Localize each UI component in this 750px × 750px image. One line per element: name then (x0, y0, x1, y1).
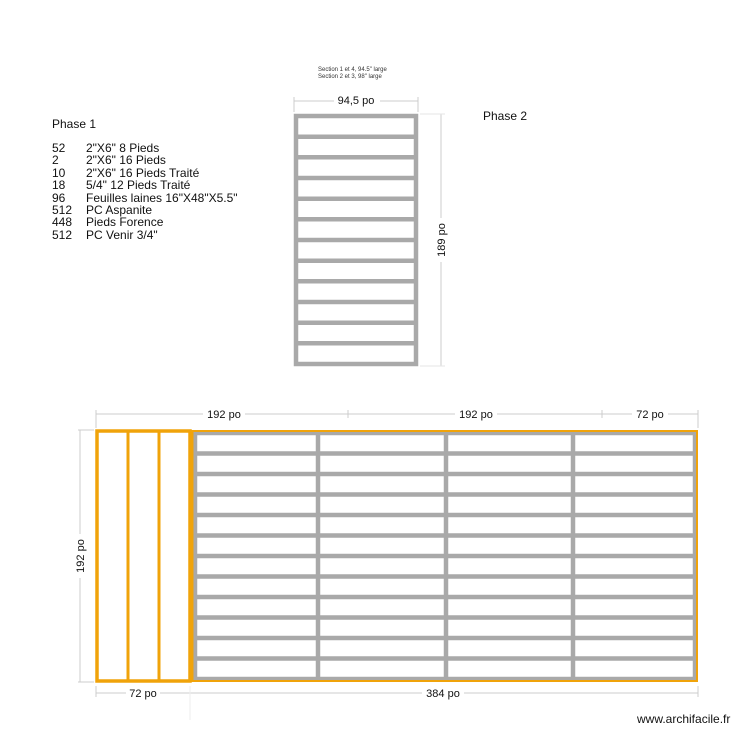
material-desc: Feuilles laines 16"X48"X5.5" (86, 190, 238, 205)
material-desc: 2"X6" 16 Pieds Traité (86, 165, 200, 180)
material-qty: 18 (52, 178, 66, 193)
top-height-label: 189 po (436, 223, 448, 257)
left-dim: 192 po (75, 539, 87, 573)
top-width-label: 94,5 po (337, 95, 375, 107)
top-dim-3: 72 po (636, 409, 664, 421)
top-structure-dimensions (294, 93, 448, 366)
section-note-2: Section 2 et 3, 98" large (318, 73, 382, 80)
material-qty: 52 (52, 141, 66, 155)
bottom-grid (195, 433, 695, 679)
watermark: www.archifacile.fr (637, 712, 731, 726)
material-qty: 448 (52, 215, 73, 230)
phase2-title: Phase 2 (483, 109, 528, 123)
material-qty: 512 (52, 227, 73, 242)
bottom-dim-2: 384 po (426, 688, 460, 700)
material-desc: 2"X6" 16 Pieds (86, 153, 166, 168)
material-desc: 2"X6" 8 Pieds (86, 141, 160, 155)
top-dim-2: 192 po (459, 409, 493, 421)
material-qty: 2 (52, 153, 59, 168)
material-desc: 5/4" 12 Pieds Traité (86, 178, 191, 193)
material-qty: 10 (52, 165, 66, 180)
top-structure-frame (296, 116, 416, 364)
material-qty: 96 (52, 190, 66, 205)
section-note-1: Section 1 et 4, 94.5" large (318, 67, 387, 73)
phase1-title: Phase 1 (52, 117, 97, 131)
material-desc: PC Aspanite (86, 203, 153, 218)
material-desc: PC Venir 3/4" (86, 227, 158, 242)
bottom-dim-1: 72 po (129, 688, 157, 700)
top-dim-1: 192 po (207, 409, 241, 421)
material-desc: Pieds Forence (86, 215, 164, 230)
material-qty: 512 (52, 203, 73, 218)
